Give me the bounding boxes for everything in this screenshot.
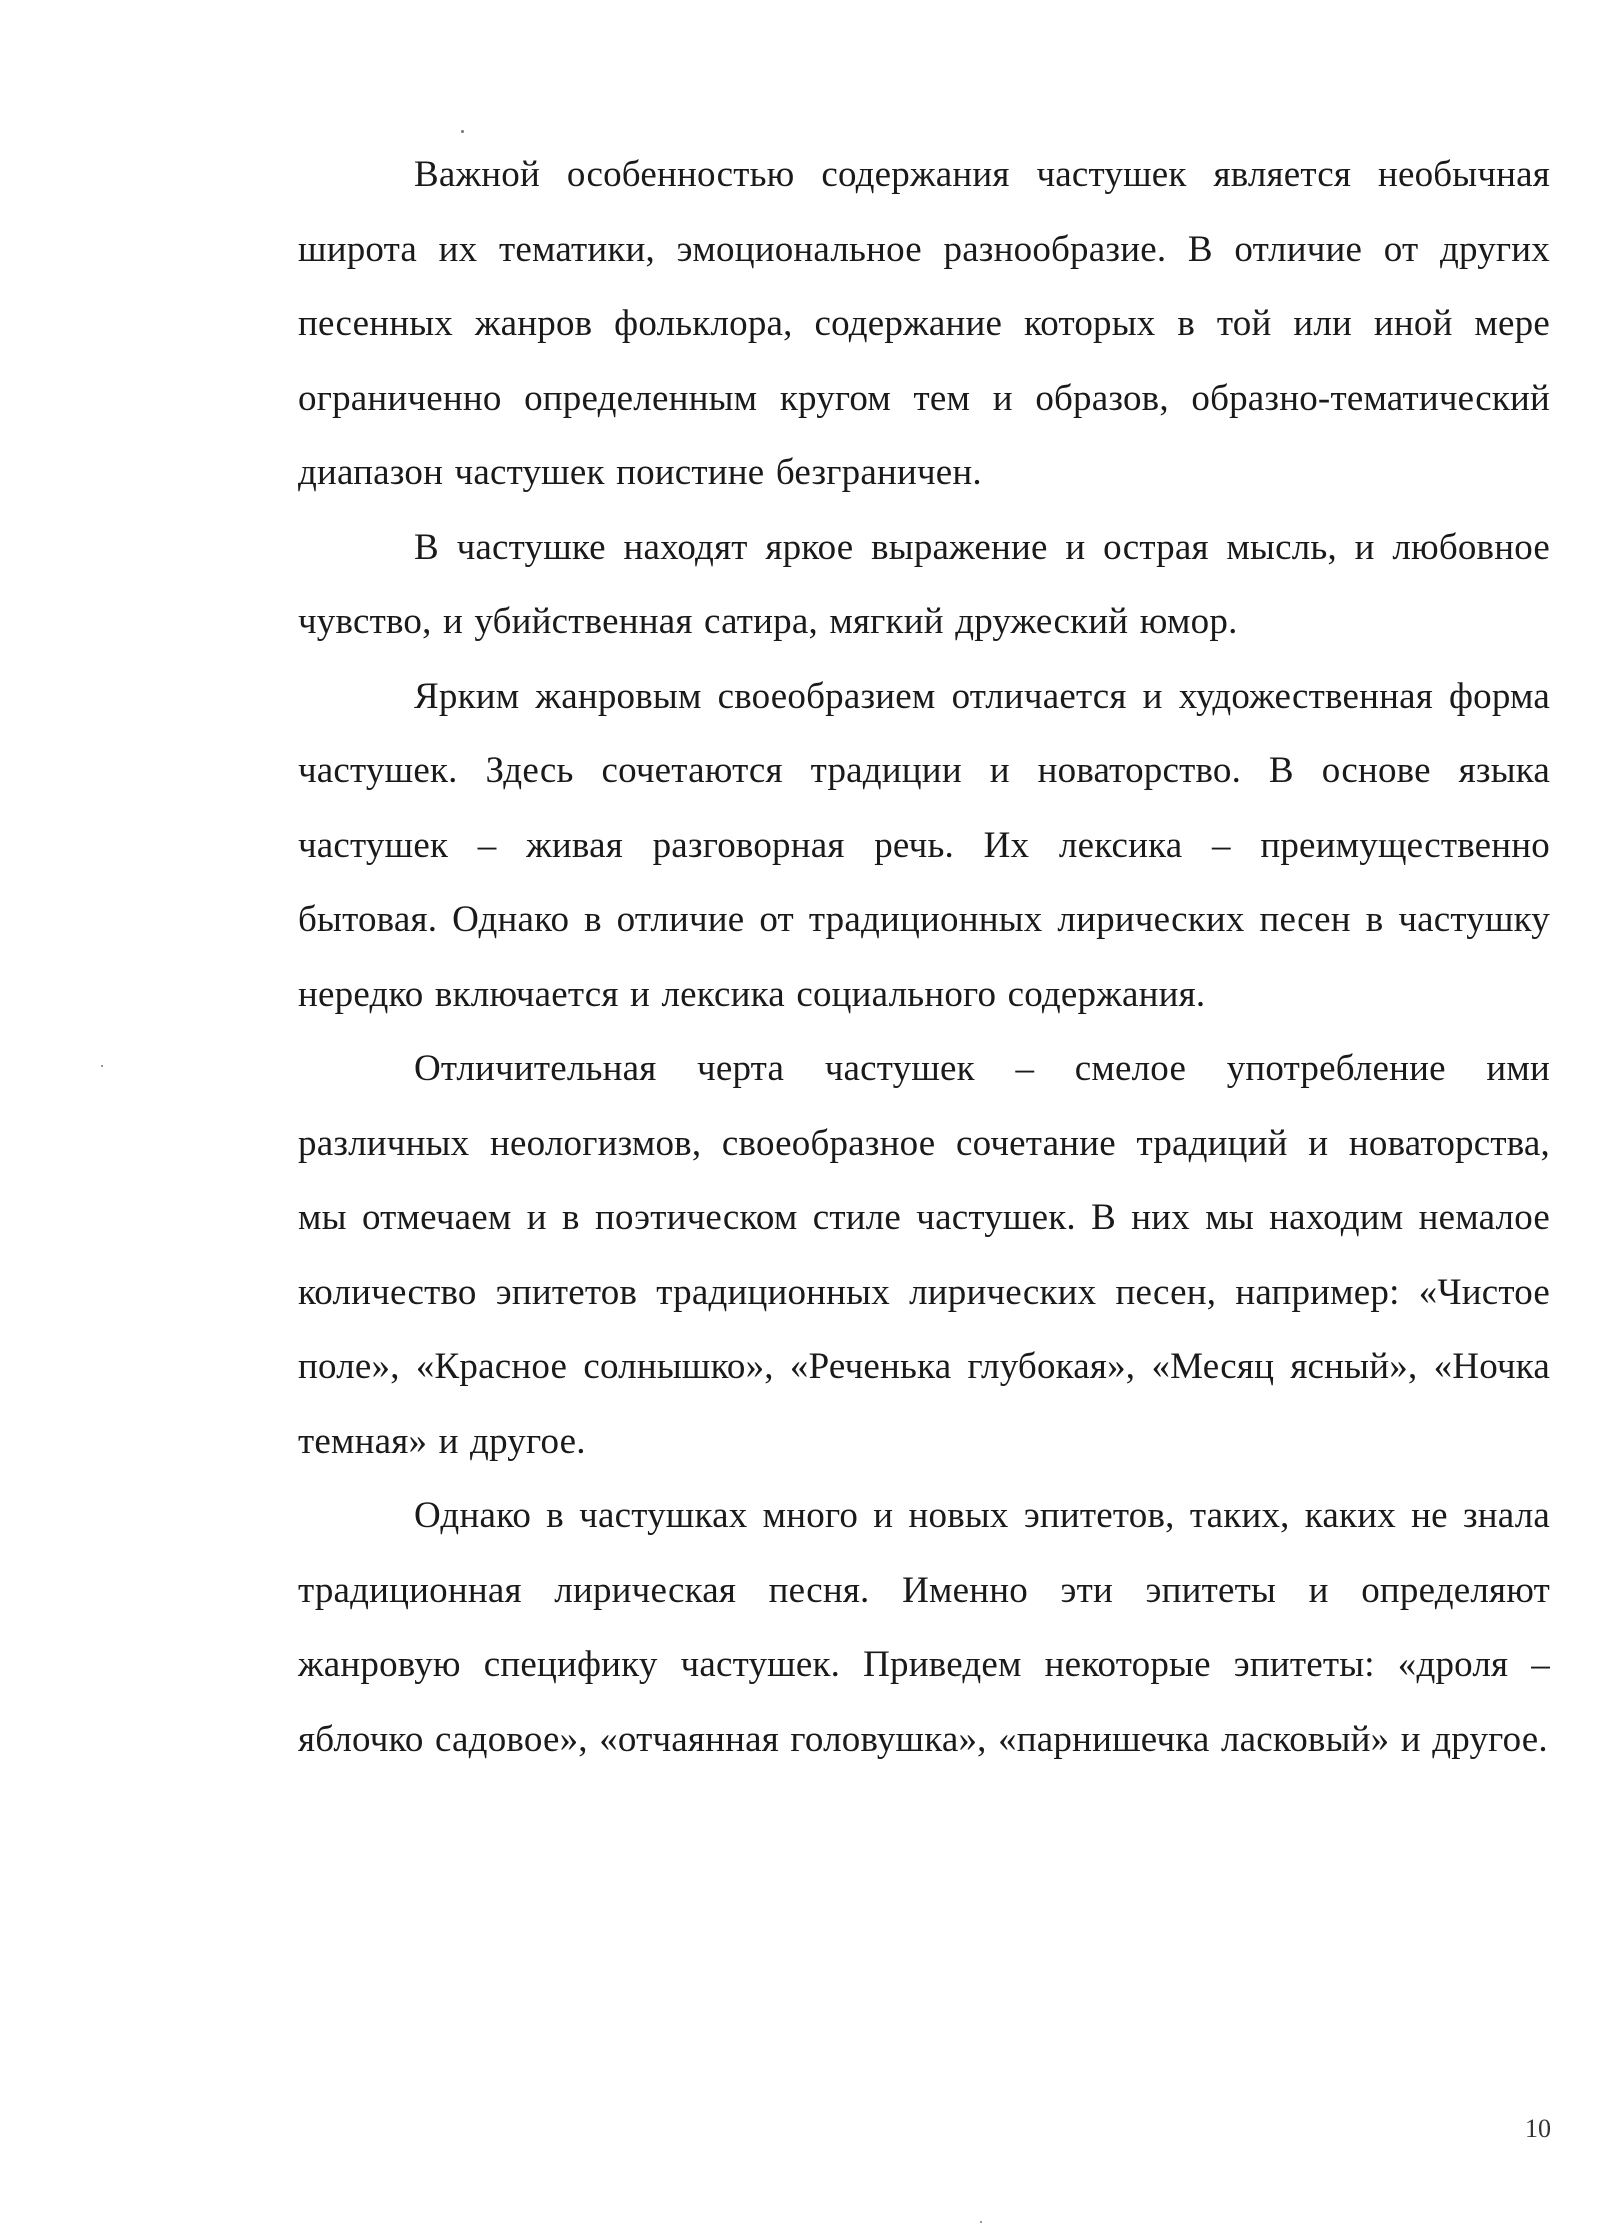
document-body bbox=[298, 138, 1550, 1777]
paragraph: Отличительная черта частушек – смелое употребление ими различных неологизмов, своеобразное сочетание традиций и новаторства, мы отмечаем и в поэтическом стиле частушек. В них мы находим немалое количество эпитетов традиционных лирических песен, например: «Чистое поле», «Красное солнышко», «Реченька глубокая», «Месяц ясный», «Ночка темная» и другое. bbox=[298, 1048, 1550, 1462]
paragraph: Ярким жанровым своеобразием отличается и художественная форма частушек. Здесь сочетаются традиции и новаторство. В основе языка частушек – живая разговорная речь. Их лексика – преимущественно бытовая. Однако в отличие от традиционных лирических песен в частушку нередко включается и лексика социального содержания. bbox=[298, 675, 1550, 1015]
scan-speck bbox=[461, 130, 464, 133]
paragraph: Однако в частушках много и новых эпитетов, таких, каких не знала традиционная лирическая песня. Именно эти эпитеты и определяют жанровую специфику частушек. Приведем некоторые эпитеты: «дроля – яблочко садовое», «отчаянная головушка», «парнишечка ласковый» и другое. bbox=[298, 1495, 1550, 1760]
scan-speck bbox=[101, 1065, 103, 1067]
paragraph: Важной особенностью содержания частушек является необычная широта их тематики, эмоциональное разнообразие. В отличие от других песенных жанров фольклора, содержание которых в той или иной мере ограниченно определенным кругом тем и образов, образно-тематический диапазон частушек поистине безграничен. bbox=[298, 154, 1550, 493]
scan-speck bbox=[980, 2221, 982, 2223]
page-number: 10 bbox=[1525, 2114, 1551, 2143]
paragraph: В частушке находят яркое выражение и острая мысль, и любовное чувство, и убийственная сатира, мягкий дружеский юмор. bbox=[298, 526, 1550, 642]
